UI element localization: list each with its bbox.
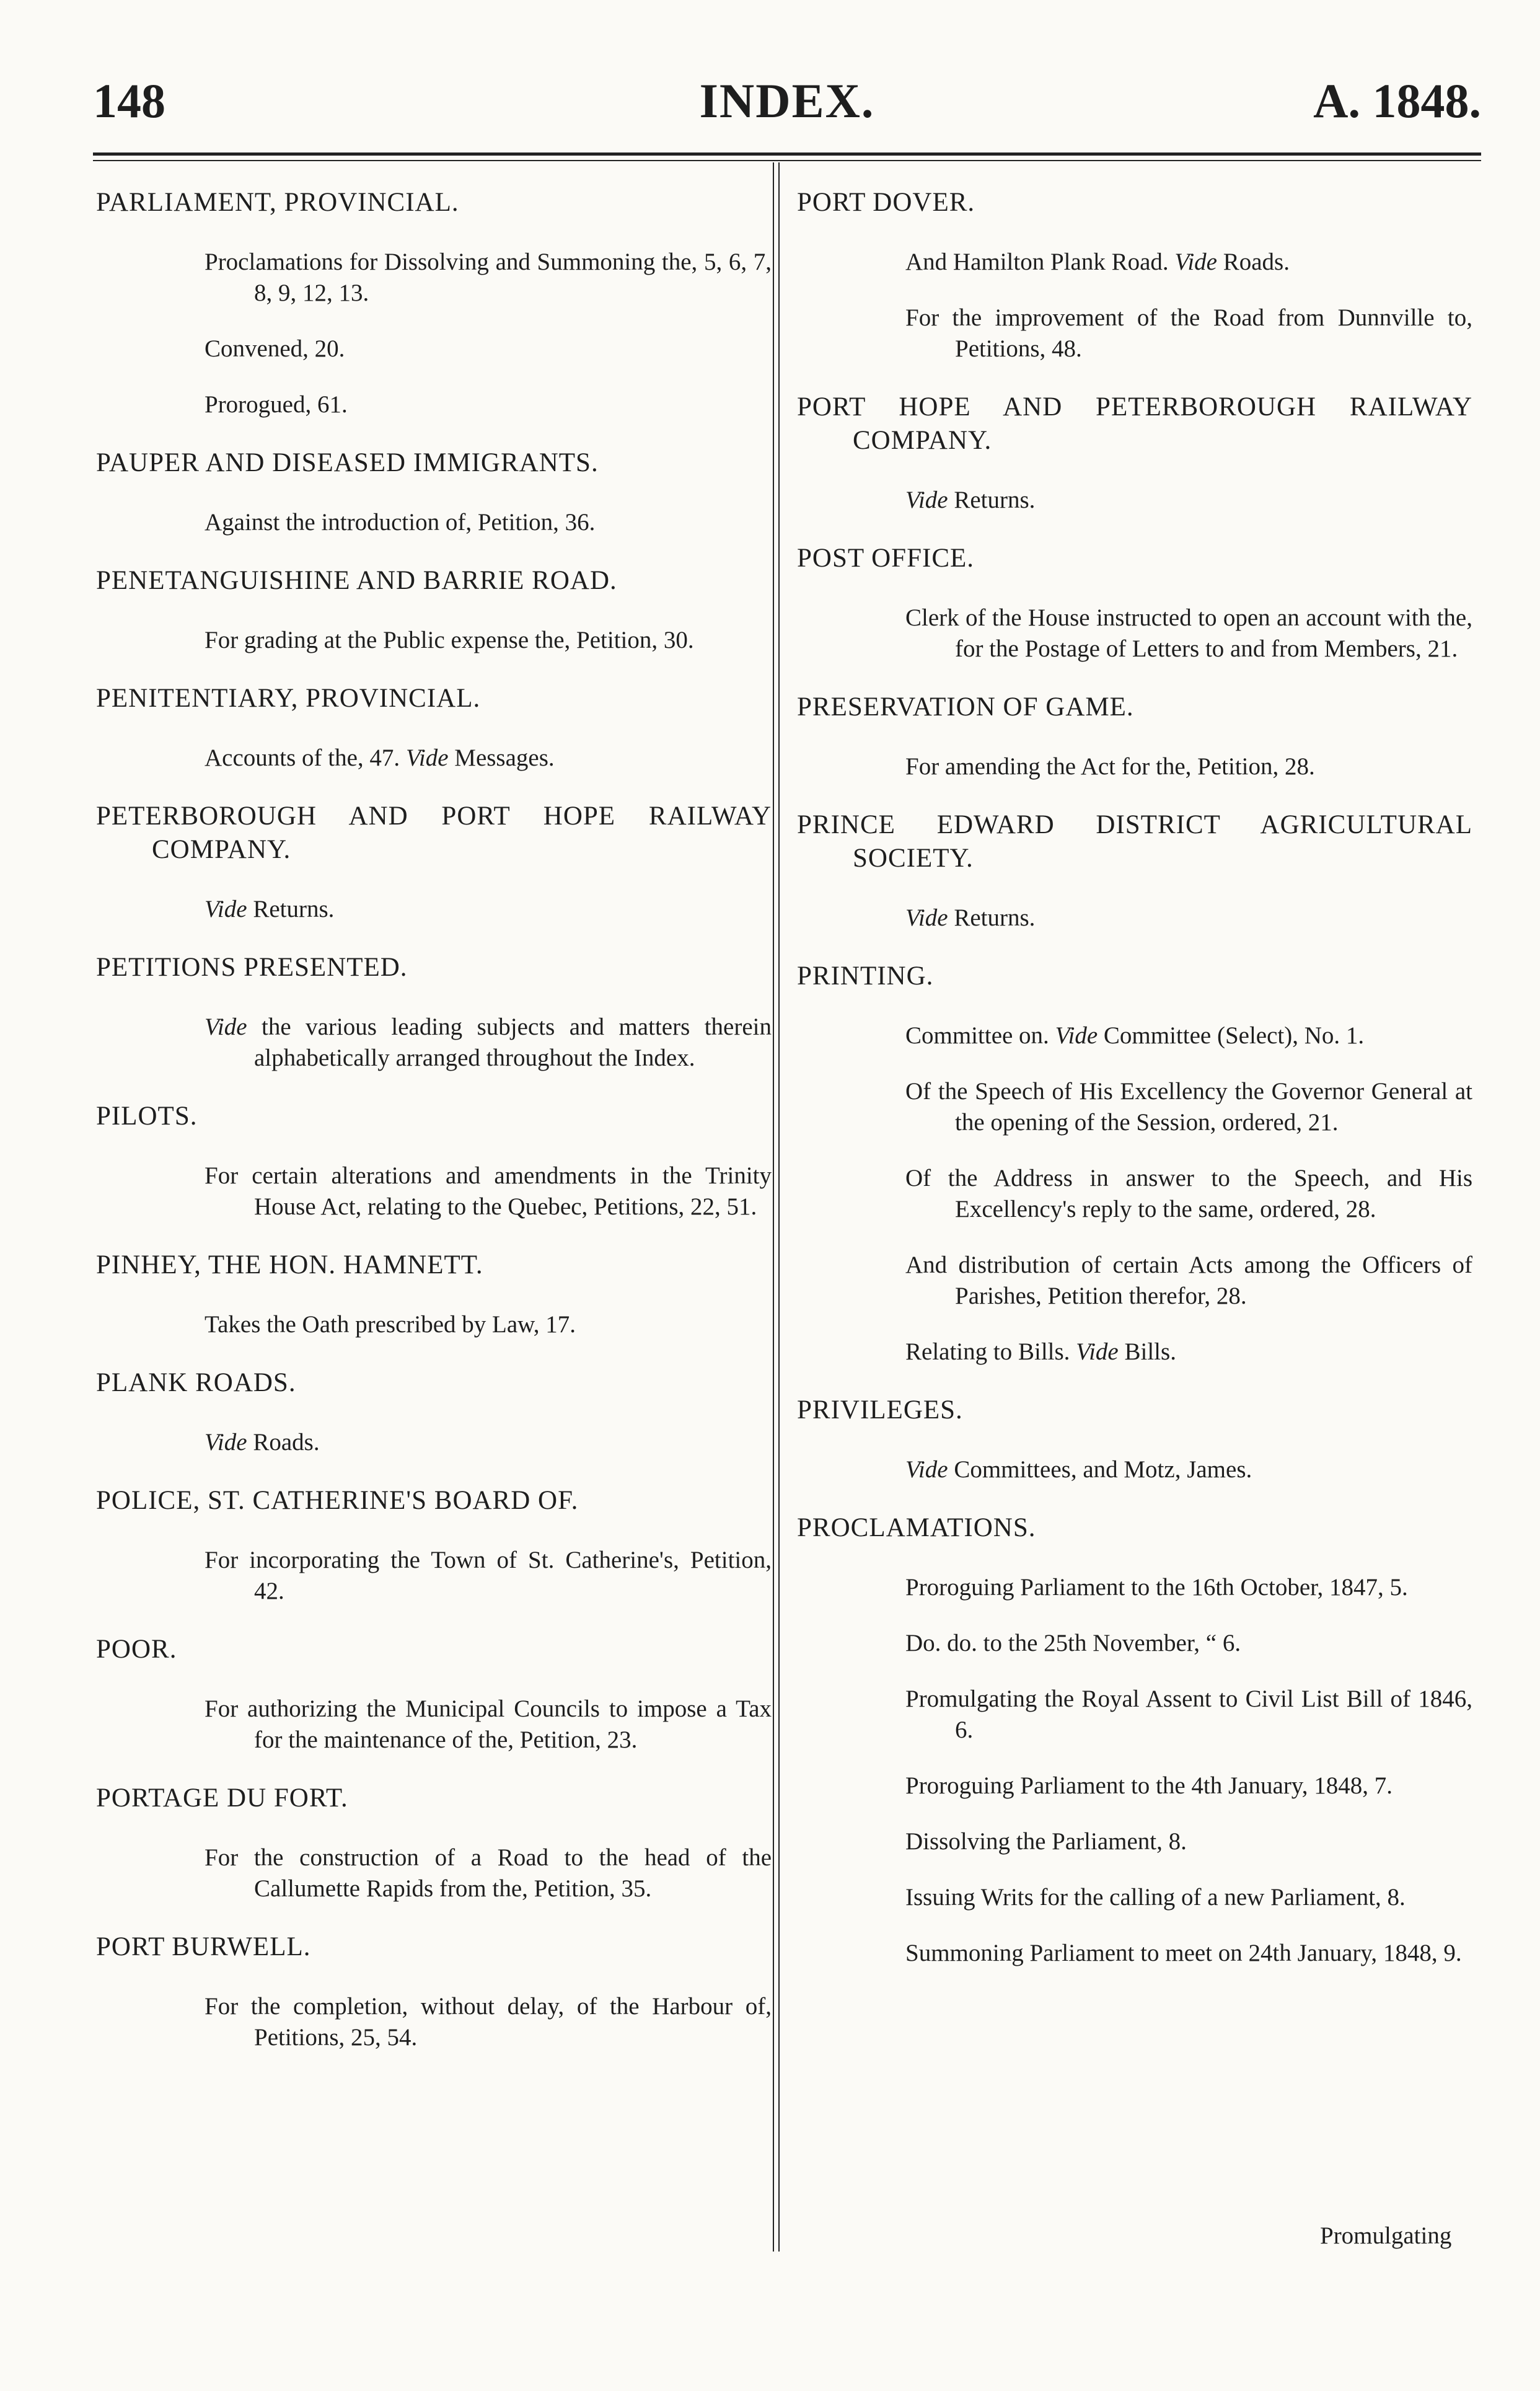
entry-item: Of the Speech of His Excellency the Governor General at the opening of the Session, ordered, 21. <box>905 1078 1472 1136</box>
column-divider <box>773 162 774 2252</box>
entry-item: Vide Returns. <box>905 904 1036 931</box>
index-entry <box>96 951 772 1074</box>
entry-heading: PORTAGE DU FORT. <box>96 1783 348 1813</box>
index-entry <box>96 800 772 925</box>
column-divider <box>778 162 780 2252</box>
entry-item: For authorizing the Municipal Councils to impose a Tax for the maintenance of the, Petition, 23. <box>205 1695 772 1753</box>
vide-reference: Vide <box>205 896 247 922</box>
entry-item: Against the introduction of, Petition, 36. <box>205 509 596 536</box>
catchword: Promulgating <box>1320 2222 1452 2249</box>
entry-heading: POOR. <box>96 1635 177 1664</box>
entry-item: Accounts of the, 47. Vide Messages. <box>205 745 555 771</box>
index-entry <box>96 1484 772 1607</box>
entry-heading: PORT HOPE AND PETERBOROUGH RAILWAY COMPANY. <box>797 392 1472 455</box>
index-entry <box>96 682 772 774</box>
entry-heading: PRESERVATION OF GAME. <box>797 692 1134 722</box>
entry-item: Vide Returns. <box>905 487 1036 513</box>
entry-item: For grading at the Public expense the, Petition, 30. <box>205 627 694 653</box>
entry-item: Promulgating the Royal Assent to Civil List Bill of 1846, 6. <box>905 1686 1472 1743</box>
entry-item: Vide Returns. <box>205 896 335 922</box>
entry-item: Do. do. to the 25th November, “ 6. <box>905 1630 1241 1656</box>
entry-heading: PLANK ROADS. <box>96 1368 296 1397</box>
header-rule-thin <box>93 160 1481 161</box>
entry-item: And distribution of certain Acts among the Officers of Parishes, Petition therefor, 28. <box>905 1252 1472 1309</box>
entry-item: Takes the Oath prescribed by Law, 17. <box>205 1311 576 1338</box>
entry-item: Vide the various leading subjects and matters therein alphabetically arranged throughout the Index. <box>205 1014 772 1071</box>
entry-heading: PRINCE EDWARD DISTRICT AGRICULTURAL SOCIETY. <box>797 810 1472 873</box>
entry-item: Clerk of the House instructed to open an account with the, for the Postage of Letters to and from Members, 21. <box>905 604 1472 662</box>
index-entry <box>797 1394 1472 1485</box>
entry-item: Relating to Bills. Vide Bills. <box>905 1338 1176 1365</box>
entry-heading: PORT DOVER. <box>797 188 975 217</box>
entry-heading: PETITIONS PRESENTED. <box>96 953 408 982</box>
page-number: 148 <box>93 74 165 128</box>
entry-item: For the improvement of the Road from Dunnville to, Petitions, 48. <box>905 304 1472 362</box>
vide-reference: Vide <box>1076 1338 1119 1365</box>
page-year: A. 1848. <box>1313 74 1481 128</box>
index-entry <box>797 808 1472 934</box>
entry-heading: PARLIAMENT, PROVINCIAL. <box>96 188 459 217</box>
index-entry <box>797 691 1472 782</box>
vide-reference: Vide <box>905 487 948 513</box>
entry-item: Vide Committees, and Motz, James. <box>905 1456 1252 1483</box>
entry-item: Prorogued, 61. <box>205 391 348 418</box>
page-title: INDEX. <box>699 74 875 128</box>
entry-item: Convened, 20. <box>205 335 345 362</box>
index-entry <box>797 186 1472 365</box>
entry-item: For the construction of a Road to the head of the Callumette Rapids from the, Petition, 35. <box>205 1844 772 1902</box>
index-entry <box>96 564 772 656</box>
index-entry <box>96 1782 772 1904</box>
entry-item: Of the Address in answer to the Speech, and His Excellency's reply to the same, ordered, 28. <box>905 1165 1472 1222</box>
entry-heading: POLICE, ST. CATHERINE'S BOARD OF. <box>96 1486 579 1515</box>
index-entry <box>96 1930 772 2053</box>
vide-reference: Vide <box>905 1456 948 1483</box>
left-column <box>96 186 772 2079</box>
entry-heading: PETERBOROUGH AND PORT HOPE RAILWAY COMPANY. <box>96 802 772 864</box>
index-entry <box>797 1511 1472 1969</box>
index-entry <box>96 1366 772 1458</box>
entry-heading: PILOTS. <box>96 1102 198 1131</box>
entry-item: Vide Roads. <box>205 1429 320 1456</box>
entry-heading: PINHEY, THE HON. HAMNETT. <box>96 1250 483 1279</box>
header-rule-thick <box>93 152 1481 156</box>
entry-heading: POST OFFICE. <box>797 544 975 573</box>
entry-item: Issuing Writs for the calling of a new Parliament, 8. <box>905 1884 1406 1911</box>
entry-item: Committee on. Vide Committee (Select), No. 1. <box>905 1022 1365 1049</box>
entry-item: And Hamilton Plank Road. Vide Roads. <box>905 249 1290 275</box>
entry-heading: PRINTING. <box>797 961 934 991</box>
entry-item: Proroguing Parliament to the 16th October, 1847, 5. <box>905 1574 1408 1601</box>
entry-heading: PAUPER AND DISEASED IMMIGRANTS. <box>96 448 599 477</box>
vide-reference: Vide <box>205 1429 247 1456</box>
index-entry <box>96 1633 772 1756</box>
entry-item: For incorporating the Town of St. Catherine's, Petition, 42. <box>205 1547 772 1604</box>
right-column <box>797 186 1472 1995</box>
vide-reference: Vide <box>405 745 449 771</box>
entry-item: Proclamations for Dissolving and Summoning the, 5, 6, 7, 8, 9, 12, 13. <box>205 249 772 306</box>
index-entry <box>96 446 772 538</box>
entry-item: For amending the Act for the, Petition, 28. <box>905 753 1315 780</box>
entry-item: Dissolving the Parliament, 8. <box>905 1828 1187 1855</box>
vide-reference: Vide <box>205 1014 247 1040</box>
entry-item: For the completion, without delay, of the Harbour of, Petitions, 25, 54. <box>205 1993 772 2051</box>
entry-item: For certain alterations and amendments in the Trinity House Act, relating to the Quebec, Petitions, 22, 51. <box>205 1162 772 1220</box>
vide-reference: Vide <box>1174 249 1217 275</box>
index-entry <box>96 1100 772 1222</box>
entry-item: Proroguing Parliament to the 4th January, 1848, 7. <box>905 1772 1393 1799</box>
index-entry <box>96 186 772 420</box>
running-head <box>93 73 1481 135</box>
vide-reference: Vide <box>1055 1022 1098 1049</box>
index-entry <box>797 542 1472 665</box>
entry-heading: PROCLAMATIONS. <box>797 1513 1036 1542</box>
entry-heading: PRIVILEGES. <box>797 1395 963 1425</box>
index-entry <box>797 391 1472 516</box>
entry-item: Summoning Parliament to meet on 24th January, 1848, 9. <box>905 1940 1462 1966</box>
index-entry <box>96 1249 772 1340</box>
entry-heading: PORT BURWELL. <box>96 1932 311 1961</box>
vide-reference: Vide <box>905 904 948 931</box>
index-entry <box>797 960 1472 1368</box>
entry-heading: PENITENTIARY, PROVINCIAL. <box>96 684 481 713</box>
entry-heading: PENETANGUISHINE AND BARRIE ROAD. <box>96 566 617 595</box>
